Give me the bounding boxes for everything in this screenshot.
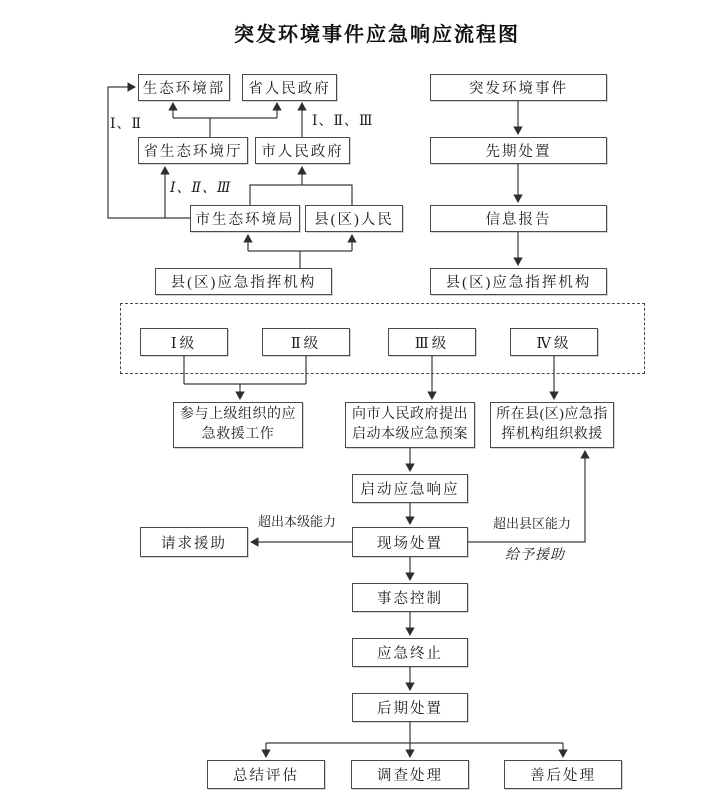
label-levels-1-2: Ⅰ、Ⅱ — [110, 117, 143, 132]
node-level-2: Ⅱ级 — [262, 328, 350, 356]
node-city-ecology-bureau: 市生态环境局 — [190, 205, 300, 232]
node-level-3: Ⅲ级 — [388, 328, 476, 356]
node-investigation-handling: 调查处理 — [351, 760, 469, 789]
label-levels-1-2-3: Ⅰ、Ⅱ、Ⅲ — [312, 114, 374, 129]
node-late-stage-disposal: 后期处置 — [352, 693, 468, 722]
node-start-emergency-response: 启动应急响应 — [352, 474, 468, 503]
node-summary-evaluation: 总结评估 — [207, 760, 325, 789]
node-join-superior-rescue: 参与上级组织的应急救援工作 — [173, 402, 303, 448]
page-title: 突发环境事件应急响应流程图 — [234, 24, 520, 46]
node-initial-disposal: 先期处置 — [430, 137, 607, 164]
node-provincial-government: 省人民政府 — [242, 74, 337, 101]
node-level-1: Ⅰ级 — [140, 328, 228, 356]
node-incident: 突发环境事件 — [430, 74, 607, 101]
node-county-organize-rescue: 所在县(区)应急指挥机构组织救援 — [490, 402, 614, 448]
node-level-4: Ⅳ级 — [510, 328, 598, 356]
edge-bracket-to-citygov — [250, 185, 352, 205]
node-request-assistance: 请求援助 — [140, 527, 248, 557]
node-onsite-disposal: 现场处置 — [352, 527, 468, 557]
node-emergency-termination: 应急终止 — [352, 638, 468, 667]
label-exceed-own-capacity: 超出本级能力 — [258, 514, 337, 529]
node-city-government: 市人民政府 — [255, 137, 350, 164]
node-county-people: 县(区)人民 — [305, 205, 403, 232]
node-aftermath-handling: 善后处理 — [504, 760, 622, 789]
node-situation-control: 事态控制 — [352, 583, 468, 612]
node-county-command-right: 县(区)应急指挥机构 — [430, 268, 607, 295]
node-county-command-left: 县(区)应急指挥机构 — [155, 268, 332, 295]
node-propose-to-city: 向市人民政府提出启动本级应急预案 — [345, 402, 475, 448]
label-levels-1-2-3-italic: Ⅰ、Ⅱ、Ⅲ — [170, 181, 232, 196]
edge-provincialeco-split — [173, 118, 277, 137]
node-ministry-ecology: 生态环境部 — [138, 74, 230, 101]
label-exceed-county-capacity: 超出县区能力 — [493, 516, 572, 531]
label-provide-assistance: 给予援助 — [505, 548, 565, 563]
node-provincial-ecology-dept: 省生态环境厅 — [138, 137, 248, 164]
node-information-report: 信息报告 — [430, 205, 607, 232]
edge-latestage-branch — [266, 722, 563, 743]
edge-countycmd-bracket — [248, 251, 352, 268]
